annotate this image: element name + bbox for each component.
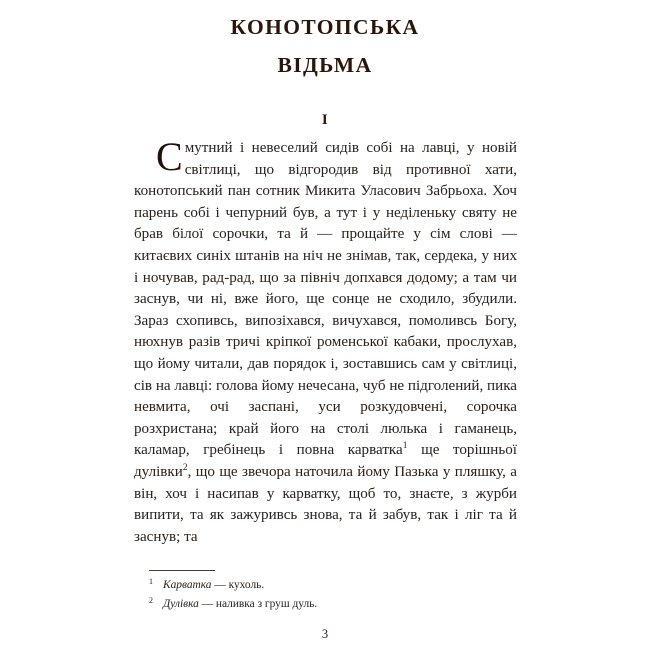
footnote-item xyxy=(149,577,509,595)
drop-cap: С xyxy=(156,134,183,179)
body-text-part-1: мутний і невеселий сидів собі на лавці, у новій світлиці, що відгородив від противної хати, конотопський пан сотник Микита Уласович Забрьоха. Хоч парень собі і чепурний був, а тут і у неділеньку святу не брав білої сорочки, та й — прощайте у сім слові — китаєвих синіх штанів на ніч не знімав, так, сердека, у них і ночував, рад-рад, що за північ допхався додому; а там чи заснув, чи ні, вже його, ще сонце не сходило, збудили. Зараз схопивсь, випозіхався, вичухався, помоливсь Богу, нюхнув разів тричі кріпкої роменської кабаки, прослухав, що йому читали, дав порядок і, зоставшись сам у світлиці, сів на лавці: голова йому нечесана, чуб не підголений, пика невмита, очі заспані, уси розкудовчені, сорочка розхристана; край його на столі люлька і гаманець, каламар, гребінець і повна карватка xyxy=(134,140,517,459)
footnote-reference-2[interactable]: 2 xyxy=(182,462,188,473)
title-block xyxy=(0,0,650,84)
footnotes-section xyxy=(149,570,509,614)
text-column xyxy=(134,134,517,548)
book-title-line-2: ВІДЬМА xyxy=(277,53,373,77)
footnote-reference-1[interactable]: 1 xyxy=(402,441,408,452)
body-text-part-3: , що ще звечора наточила йому Пазька у пляшку, а він, хоч і насипав у карватку, щоб то, знаєте, з журби випити, та як зажуривсь знова, та й забув, так і ліг та й заснув; та xyxy=(134,463,517,545)
footnote-term: Дулівка xyxy=(163,597,199,610)
footnote-marker: 2 xyxy=(149,595,153,605)
footnote-gloss: — наливка з груш дуль. xyxy=(198,597,318,610)
page-number: 3 xyxy=(321,627,329,641)
chapter-number: I xyxy=(321,112,329,128)
book-title-line-1: КОНОТОПСЬКА xyxy=(230,15,420,39)
body-paragraph xyxy=(134,134,517,548)
footnote-marker: 1 xyxy=(149,577,153,586)
footnote-item xyxy=(149,596,509,614)
footnote-gloss: — кухоль. xyxy=(211,579,265,591)
footnote-term: Карватка xyxy=(163,579,212,591)
body-text-part-2: ще торішньої дулівки xyxy=(134,442,517,480)
footnote-separator-rule xyxy=(149,570,215,571)
